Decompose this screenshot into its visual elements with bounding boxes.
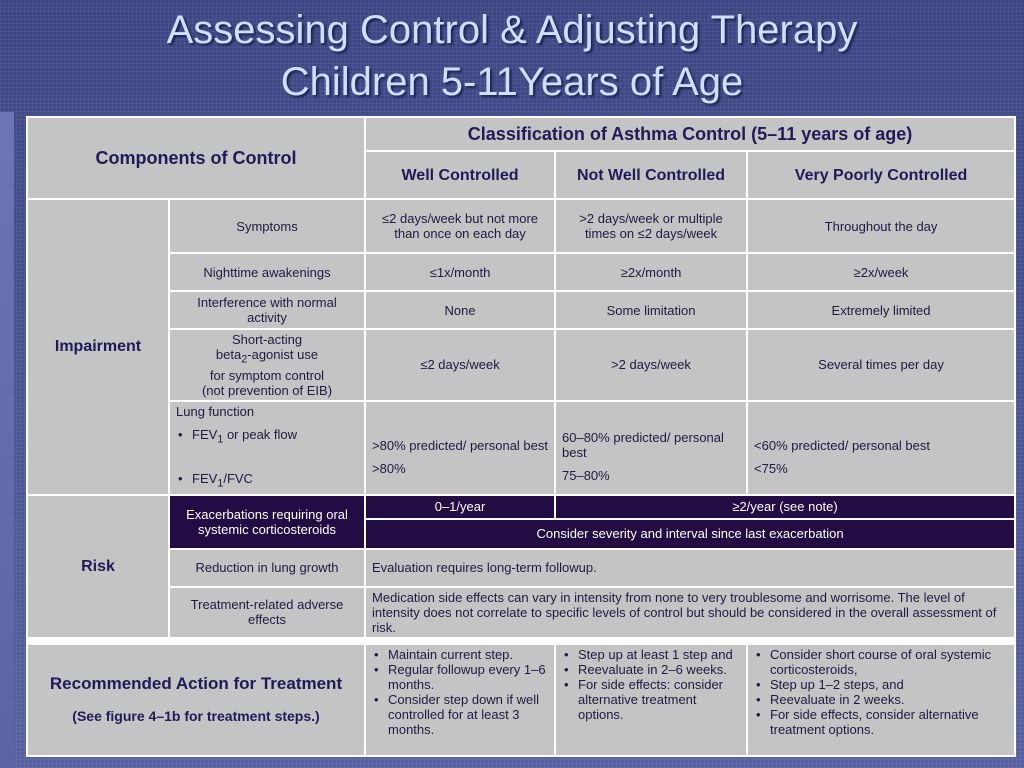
lung-well [365, 401, 555, 495]
lung-well-fev1: >80% predicted/ personal best [372, 437, 548, 453]
recommended-well-list [372, 647, 548, 737]
lung-growth-label: Reduction in lung growth [169, 549, 365, 587]
slide-title [0, 0, 1024, 106]
title-line-2: Children 5-11Years of Age [280, 60, 744, 104]
lung-growth-value: Evaluation requires long-term followup. [365, 549, 1015, 587]
exacerbations-not-well-poor: ≥2/year (see note) [555, 495, 1015, 519]
interference-label: Interference with normal activity [169, 291, 365, 329]
lung-very-poor-fvc: <75% [754, 460, 788, 476]
list-item: • Step up at least 1 step and [578, 647, 740, 662]
lung-very-poor-fev1: <60% predicted/ personal best [754, 437, 930, 453]
col-very-poorly-controlled: Very Poorly Controlled [747, 151, 1015, 199]
lung-fvc-item: • $FEV_1$/FVC [192, 471, 358, 492]
col-not-well-controlled: Not Well Controlled [555, 151, 747, 199]
list-item: • Consider step down if well controlled for at least 3 months. [388, 692, 548, 737]
saba-label [169, 329, 365, 401]
asthma-control-table [26, 116, 1016, 757]
lung-very-poor [747, 401, 1015, 495]
lung-not-well-fvc: 75–80% [562, 468, 610, 484]
classification-header: Classification of Asthma Control (5–11 years of age) [365, 117, 1015, 151]
lung-not-well [555, 401, 747, 495]
adverse-effects-value: Medication side effects can vary in intensity from none to very troublesome and worrisome. The level of intensity does not correlate to specific levels of control but should be considered in the overall assessment of risk. [365, 587, 1015, 638]
exacerbations-consider: Consider severity and interval since last exacerbation [365, 519, 1015, 549]
recommended-well [365, 644, 555, 756]
recommended-action-subtitle: (See figure 4–1b for treatment steps.) [72, 708, 320, 725]
symptoms-well: ≤2 days/week but not more than once on each day [365, 199, 555, 253]
lung-fev1-item: • $FEV_1$ or peak flow [192, 427, 358, 448]
recommended-action-title: Recommended Action for Treatment [49, 674, 343, 694]
list-item: • Regular followup every 1–6 months. [388, 662, 548, 692]
lung-function-list [176, 427, 358, 492]
title-line-1: Assessing Control & Adjusting Therapy [166, 8, 858, 52]
saba-very-poor: Several times per day [747, 329, 1015, 401]
nighttime-well: ≤1x/month [365, 253, 555, 291]
list-item: • Maintain current step. [388, 647, 548, 662]
interference-not-well: Some limitation [555, 291, 747, 329]
col-well-controlled: Well Controlled [365, 151, 555, 199]
impairment-label: Impairment [27, 199, 169, 495]
list-item: • Consider short course of oral systemic corticosteroids, [770, 647, 1008, 677]
nighttime-not-well: ≥2x/month [555, 253, 747, 291]
recommended-not-well [555, 644, 747, 756]
recommended-very-poor [747, 644, 1015, 756]
lung-well-fvc: >80% [372, 460, 406, 476]
interference-very-poor: Extremely limited [747, 291, 1015, 329]
interference-well: None [365, 291, 555, 329]
lung-not-well-fev1: 60–80% predicted/ personal best [562, 430, 724, 461]
nighttime-very-poor: ≥2x/week [747, 253, 1015, 291]
risk-label: Risk [27, 495, 169, 638]
lung-function-title: Lung function [176, 403, 255, 419]
list-item: • For side effects, consider alternative treatment options. [770, 707, 1008, 737]
adverse-effects-label: Treatment-related adverse effects [169, 587, 365, 638]
recommended-not-well-list [562, 647, 740, 722]
lung-function-label [169, 401, 365, 495]
list-item: • Reevaluate in 2 weeks. [770, 692, 1008, 707]
list-item: • Step up 1–2 steps, and [770, 677, 1008, 692]
recommended-very-poor-list [754, 647, 1008, 737]
symptoms-very-poor: Throughout the day [747, 199, 1015, 253]
nighttime-label: Nighttime awakenings [169, 253, 365, 291]
saba-label-b1: beta [215, 347, 242, 362]
exacerbations-well: 0–1/year [365, 495, 555, 519]
saba-well: ≤2 days/week [365, 329, 555, 401]
symptoms-not-well: >2 days/week or multiple times on ≤2 days/week [555, 199, 747, 253]
components-header: Components of Control [27, 117, 365, 199]
saba-label-d: (not prevention of EIB) [201, 382, 333, 398]
saba-label-sub: 2 [241, 353, 248, 366]
slide-accent-bar [0, 112, 14, 768]
saba-label-c: for symptom control [209, 367, 325, 383]
saba-label-a: Short-acting [231, 332, 303, 347]
list-item: • For side effects: consider alternative treatment options. [578, 677, 740, 722]
saba-label-b2: -agonist use [247, 347, 319, 362]
exacerbations-label: Exacerbations requiring oral systemic corticosteroids [169, 495, 365, 549]
saba-not-well: >2 days/week [555, 329, 747, 401]
symptoms-label: Symptoms [169, 199, 365, 253]
recommended-action-label [27, 644, 365, 756]
list-item: • Reevaluate in 2–6 weeks. [578, 662, 740, 677]
